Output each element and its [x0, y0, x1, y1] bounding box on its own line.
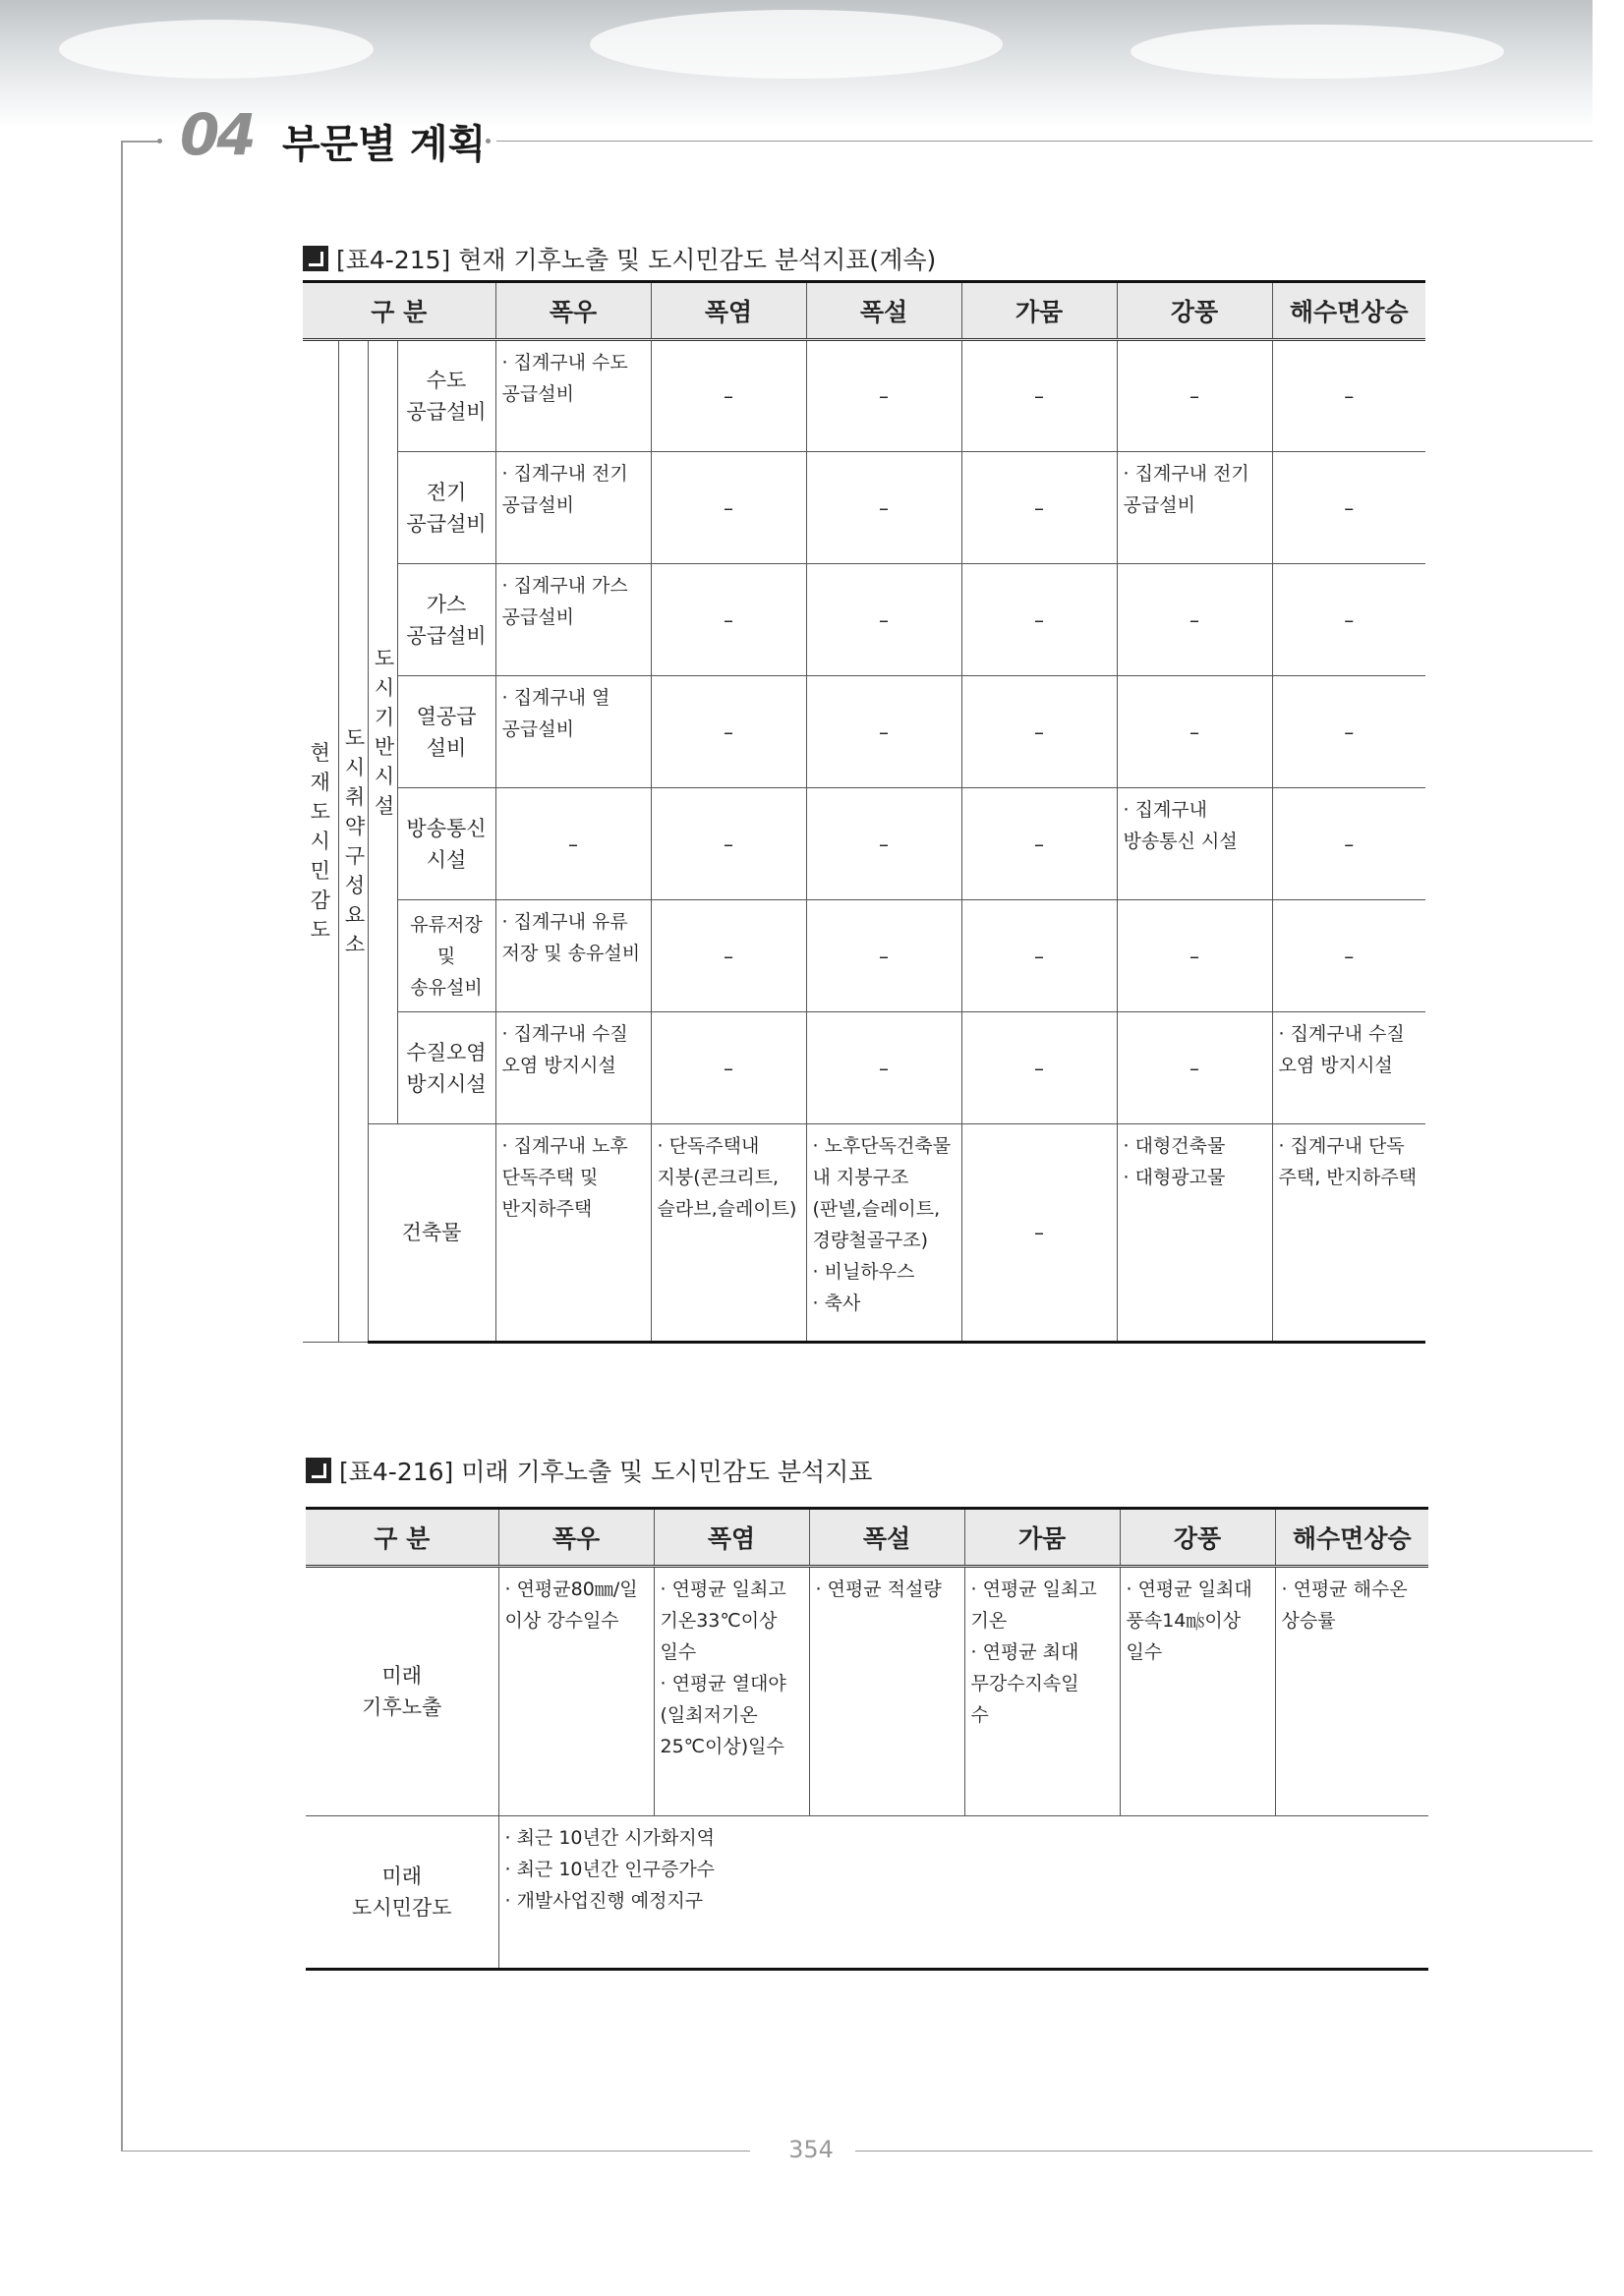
data-cell: –: [806, 452, 961, 564]
data-cell: –: [651, 676, 806, 788]
table-row: [303, 1012, 1425, 1124]
data-cell: · 집계구내 수질 오염 방지시설: [495, 1012, 651, 1124]
data-cell: –: [961, 564, 1117, 676]
table-row: [303, 788, 1425, 900]
page-frame-left: [121, 141, 123, 2151]
table-row: [303, 676, 1425, 788]
data-cell: –: [1117, 1012, 1272, 1124]
data-cell: · 단독주택내 지붕(콘크리트, 슬라브,슬레이트): [651, 1124, 806, 1343]
header-cell: 강풍: [1120, 1509, 1275, 1567]
data-cell: · 집계구내 방송통신 시설: [1117, 788, 1272, 900]
data-cell: –: [961, 340, 1117, 452]
data-cell: · 연평균 적설량: [809, 1567, 964, 1816]
data-cell: · 집계구내 유류 저장 및 송유설비: [495, 900, 651, 1012]
data-cell: –: [651, 900, 806, 1012]
arrow-box-icon: [306, 1458, 331, 1483]
header-cell: 가뭄: [964, 1509, 1120, 1567]
table-row: [303, 900, 1425, 1012]
data-cell: –: [961, 788, 1117, 900]
data-cell: · 집계구내 가스 공급설비: [495, 564, 651, 676]
data-cell: · 대형건축물 · 대형광고물: [1117, 1124, 1272, 1343]
table1-caption-text: [표4-215] 현재 기후노출 및 도시민감도 분석지표(계속): [336, 246, 937, 274]
cloud-shape: [590, 10, 1003, 79]
table2-header-row: [306, 1509, 1428, 1567]
header-rule-left: [121, 141, 160, 143]
row-label: 미래 기후노출: [306, 1567, 498, 1816]
cloud-shape: [1131, 25, 1504, 79]
header-cell: 폭염: [654, 1509, 809, 1567]
data-cell: –: [1272, 340, 1425, 452]
data-cell: –: [806, 564, 961, 676]
chapter-number: 04: [180, 101, 254, 168]
header-cell: 강풍: [1117, 282, 1272, 340]
table-row: [303, 452, 1425, 564]
table1: [303, 280, 1425, 1344]
data-cell: –: [961, 900, 1117, 1012]
header-dot: [486, 139, 491, 144]
data-cell: –: [806, 900, 961, 1012]
row-label: 미래 도시민감도: [306, 1816, 498, 1970]
header-cell: 폭염: [651, 282, 806, 340]
page-number: 354: [788, 2136, 834, 2163]
data-cell: –: [1272, 564, 1425, 676]
group-cell-current-sensitivity: [303, 340, 338, 1343]
header-cell: 해수면상승: [1275, 1509, 1428, 1567]
footer-rule-right: [855, 2151, 1593, 2152]
table-row: [306, 1816, 1428, 1970]
row-label: 유류저장 및 송유설비: [397, 900, 495, 1012]
table2: [306, 1507, 1428, 1971]
data-cell: · 연평균80㎜/일 이상 강수일수: [498, 1567, 654, 1816]
data-cell: · 집계구내 노후 단독주택 및 반지하주택: [495, 1124, 651, 1343]
data-cell: · 연평균 일최고 기온 · 연평균 최대 무강수지속일 수: [964, 1567, 1120, 1816]
data-cell: · 집계구내 수질 오염 방지시설: [1272, 1012, 1425, 1124]
data-cell: –: [651, 452, 806, 564]
header-cell: 구 분: [306, 1509, 498, 1567]
row-label: 방송통신 시설: [397, 788, 495, 900]
data-cell: –: [806, 340, 961, 452]
row-label: 전기 공급설비: [397, 452, 495, 564]
data-cell: –: [961, 452, 1117, 564]
data-cell: –: [1272, 452, 1425, 564]
data-cell: –: [1272, 676, 1425, 788]
header-cell: 구 분: [303, 282, 495, 340]
header-rule-right: [496, 141, 1593, 142]
header-cell: 가뭄: [961, 282, 1117, 340]
data-cell: –: [961, 1124, 1117, 1343]
data-cell: –: [806, 676, 961, 788]
data-cell: –: [806, 1012, 961, 1124]
table-row: [303, 1124, 1425, 1343]
table1-caption: [303, 241, 936, 276]
data-cell: –: [495, 788, 651, 900]
table2-caption: [306, 1453, 872, 1488]
table-row: [306, 1567, 1428, 1816]
row-label: 가스 공급설비: [397, 564, 495, 676]
data-cell: –: [961, 1012, 1117, 1124]
arrow-box-icon: [303, 246, 328, 271]
table-row: [303, 340, 1425, 452]
data-cell: · 최근 10년간 시가화지역 · 최근 10년간 인구증가수 · 개발사업진행 예정지구: [498, 1816, 1428, 1970]
header-cell: 폭우: [495, 282, 651, 340]
header-cell: 폭우: [498, 1509, 654, 1567]
data-cell: –: [1117, 676, 1272, 788]
data-cell: –: [1272, 788, 1425, 900]
table2-caption-text: [표4-216] 미래 기후노출 및 도시민감도 분석지표: [339, 1458, 873, 1486]
data-cell: · 연평균 일최대 풍속14㎧이상 일수: [1120, 1567, 1275, 1816]
chapter-title: 부문별 계획: [282, 121, 487, 167]
data-cell: –: [1272, 900, 1425, 1012]
data-cell: –: [1117, 564, 1272, 676]
group-label: 현재 도시민감도: [310, 741, 330, 942]
data-cell: –: [651, 788, 806, 900]
table1-header-row: [303, 282, 1425, 340]
header-cell: 해수면상승: [1272, 282, 1425, 340]
data-cell: –: [651, 564, 806, 676]
row-label: 수도 공급설비: [397, 340, 495, 452]
group-cell-infrastructure: [368, 340, 397, 1124]
data-cell: –: [961, 676, 1117, 788]
group-label: 도시취약구성요소: [344, 726, 366, 956]
data-cell: · 집계구내 전기 공급설비: [495, 452, 651, 564]
table-row: [303, 564, 1425, 676]
header-cell: 폭설: [809, 1509, 964, 1567]
data-cell: –: [1117, 900, 1272, 1012]
data-cell: · 집계구내 전기 공급설비: [1117, 452, 1272, 564]
data-cell: –: [651, 1012, 806, 1124]
data-cell: –: [651, 340, 806, 452]
group-cell-vulnerable-elements: [338, 340, 368, 1343]
data-cell: –: [806, 788, 961, 900]
row-label: 건축물: [368, 1124, 495, 1343]
data-cell: · 집계구내 열 공급설비: [495, 676, 651, 788]
row-label: 수질오염 방지시설: [397, 1012, 495, 1124]
header-cell: 폭설: [806, 282, 961, 340]
data-cell: · 집계구내 수도 공급설비: [495, 340, 651, 452]
footer-rule-left: [121, 2151, 750, 2152]
row-label: 열공급 설비: [397, 676, 495, 788]
group-label: 도시기반시설: [374, 647, 395, 818]
data-cell: · 노후단독건축물 내 지붕구조 (판넬,슬레이트, 경량철골구조) · 비닐하우스 · 축사: [806, 1124, 961, 1343]
data-cell: · 연평균 일최고 기온33℃이상 일수 · 연평균 열대야 (일최저기온 25℃이상)일수: [654, 1567, 809, 1816]
data-cell: · 집계구내 단독 주택, 반지하주택: [1272, 1124, 1425, 1343]
data-cell: · 연평균 해수온 상승률: [1275, 1567, 1428, 1816]
header-dot: [157, 139, 162, 144]
cloud-shape: [59, 20, 374, 79]
data-cell: –: [1117, 340, 1272, 452]
